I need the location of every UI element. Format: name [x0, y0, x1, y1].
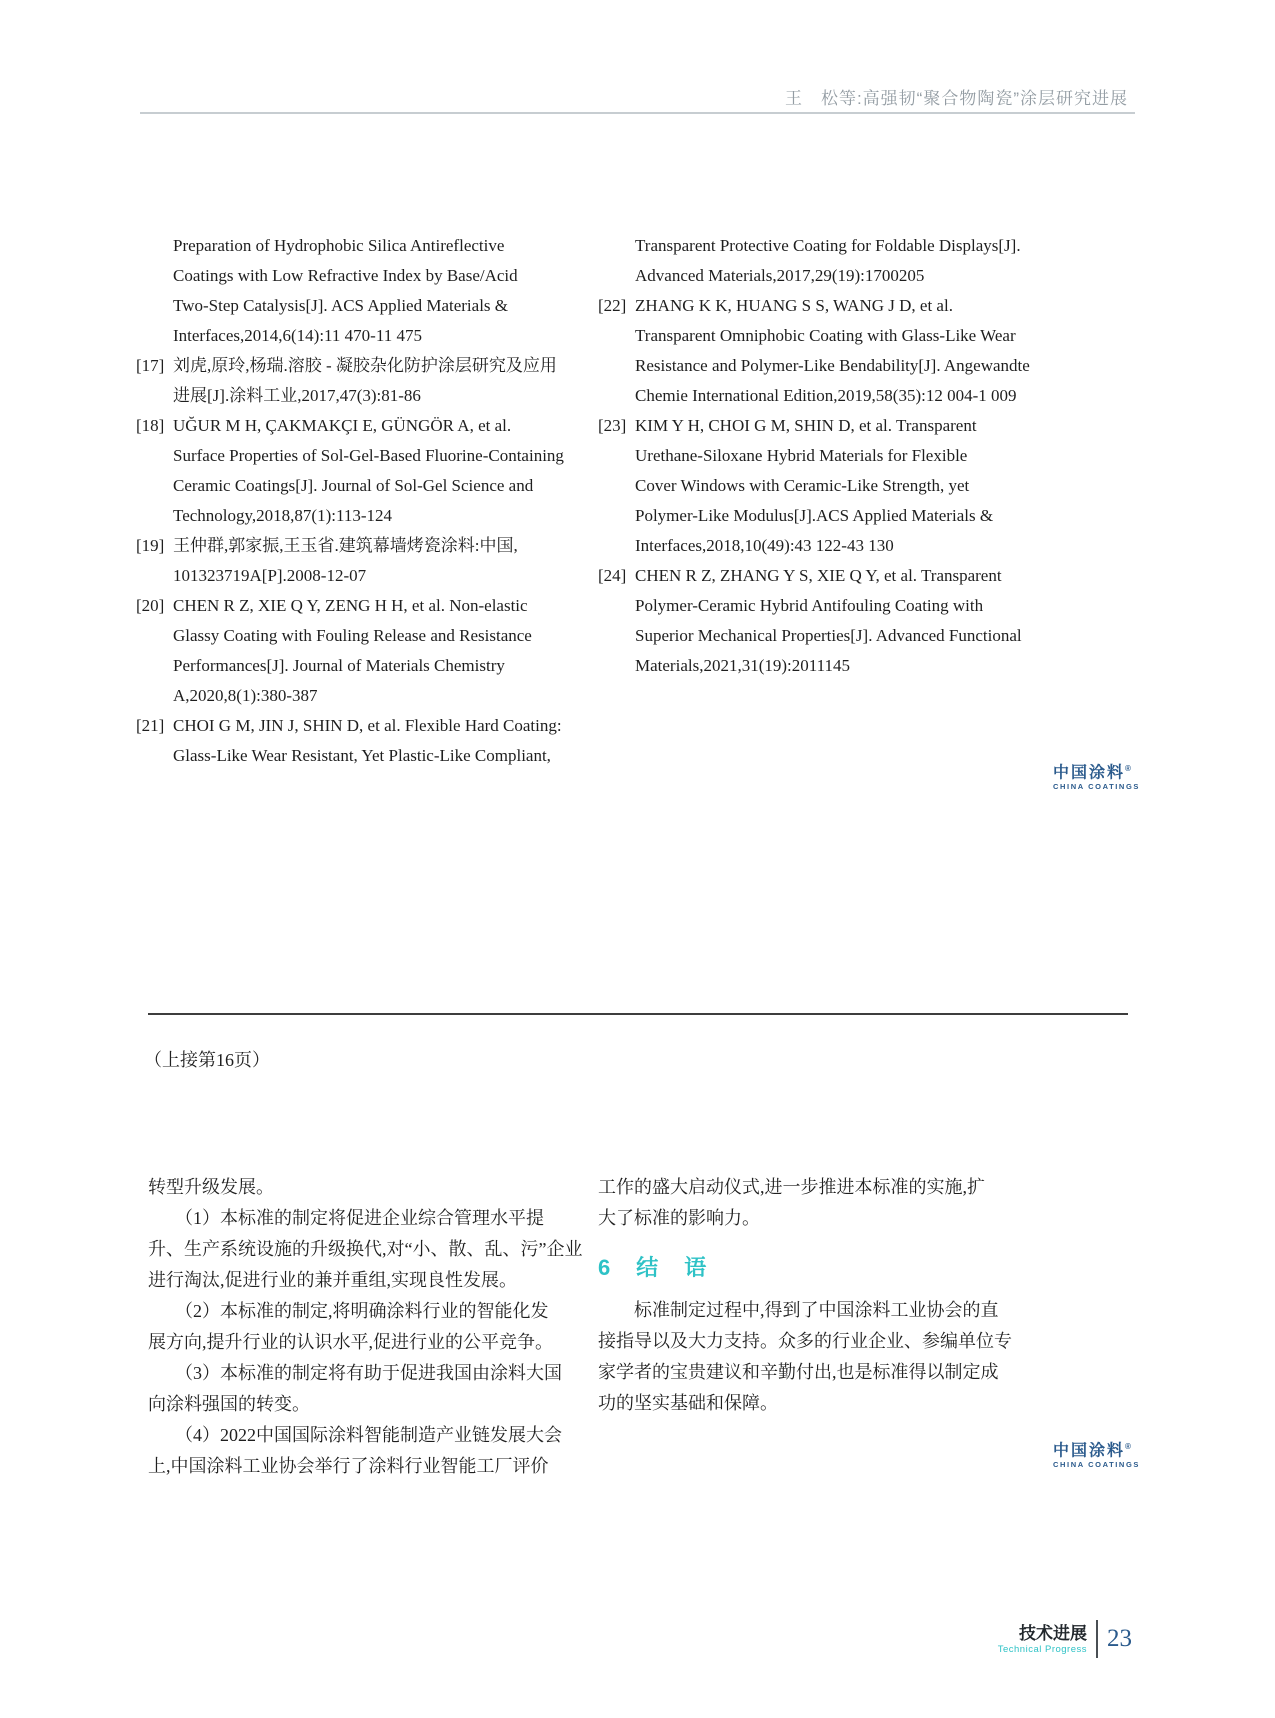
reference-line: Superior Mechanical Properties[J]. Advanced Functional — [635, 626, 1022, 645]
reference-entry — [136, 231, 584, 351]
reference-number: [23] — [598, 416, 627, 435]
footer-section-labels — [998, 1623, 1087, 1656]
body-left-column — [148, 1172, 588, 1482]
reference-line: Glassy Coating with Fouling Release and Resistance — [173, 626, 532, 645]
reference-line: Interfaces,2018,10(49):43 122-43 130 — [635, 536, 894, 555]
reference-number: [18] — [136, 416, 165, 435]
body-text-line: 向涂料强国的转变。 — [148, 1394, 310, 1414]
body-text-line: 家学者的宝贵建议和辛勤付出,也是标准得以制定成 — [598, 1362, 999, 1382]
reference-line: A,2020,8(1):380-387 — [173, 686, 318, 705]
header-rule — [140, 112, 1135, 114]
references-right-column — [598, 231, 1046, 681]
reference-entry — [598, 231, 1046, 291]
reference-line: Transparent Protective Coating for Foldable Displays[J]. — [635, 236, 1021, 255]
reference-line: Polymer-Ceramic Hybrid Antifouling Coating with — [635, 596, 984, 615]
running-head-title: 王 松等:高强韧“聚合物陶瓷”涂层研究进展 — [784, 89, 1128, 108]
body-text-line: 转型升级发展。 — [148, 1177, 274, 1197]
body-text-line: 进行淘汰,促进行业的兼并重组,实现良性发展。 — [148, 1270, 517, 1290]
body-text-line: 标准制定过程中,得到了中国涂料工业协会的直 — [598, 1300, 999, 1320]
body-text-line: 功的坚实基础和保障。 — [598, 1393, 778, 1413]
reference-entry — [136, 711, 584, 771]
reference-entry — [598, 291, 1046, 411]
body-text-line: 展方向,提升行业的认识水平,促进行业的公平竞争。 — [148, 1332, 553, 1352]
reference-number: [17] — [136, 356, 165, 375]
section-divider — [148, 1013, 1128, 1015]
reference-line: KIM Y H, CHOI G M, SHIN D, et al. Transparent — [635, 416, 977, 435]
reference-number: [22] — [598, 296, 627, 315]
body-text-line: （1）本标准的制定将促进企业综合管理水平提 — [148, 1208, 544, 1228]
logo-subtitle: CHINA COATINGS — [1053, 782, 1140, 792]
body-text-line: 大了标准的影响力。 — [598, 1208, 760, 1228]
reference-line: Ceramic Coatings[J]. Journal of Sol-Gel Science and — [173, 476, 534, 495]
reference-number: [19] — [136, 536, 165, 555]
reference-line: ZHANG K K, HUANG S S, WANG J D, et al. — [635, 296, 953, 315]
reference-line: Advanced Materials,2017,29(19):1700205 — [635, 266, 925, 285]
reference-line: Two-Step Catalysis[J]. ACS Applied Materials & — [173, 296, 509, 315]
page-footer — [998, 1620, 1132, 1658]
body-text-line: 升、生产系统设施的升级换代,对“小、散、乱、污”企业 — [148, 1239, 583, 1259]
reference-line: Performances[J]. Journal of Materials Chemistry — [173, 656, 505, 675]
reference-line: Glass-Like Wear Resistant, Yet Plastic-Like Compliant, — [173, 746, 551, 765]
continued-from-note: （上接第16页） — [144, 1050, 270, 1070]
reference-entry — [598, 411, 1046, 561]
reference-line: CHOI G M, JIN J, SHIN D, et al. Flexible Hard Coating: — [173, 716, 562, 735]
references-left-column — [136, 231, 584, 771]
reference-line: 刘虎,原玲,杨瑞.溶胶 - 凝胶杂化防护涂层研究及应用 — [173, 356, 557, 375]
footer-divider-bar — [1096, 1620, 1098, 1658]
china-coatings-logo — [1053, 760, 1183, 792]
reference-line: Technology,2018,87(1):113-124 — [173, 506, 392, 525]
page-number: 23 — [1107, 1625, 1132, 1652]
reference-line: CHEN R Z, ZHANG Y S, XIE Q Y, et al. Transparent — [635, 566, 1002, 585]
reference-line: Cover Windows with Ceramic-Like Strength, yet — [635, 476, 970, 495]
body-right-top-text — [598, 1172, 1048, 1234]
reference-line: Preparation of Hydrophobic Silica Antireflective — [173, 236, 505, 255]
reference-entry — [136, 591, 584, 711]
body-right-bottom-text — [598, 1295, 1048, 1419]
section-title: 结 语 — [636, 1255, 709, 1280]
body-text-line: （2）本标准的制定,将明确涂料行业的智能化发 — [148, 1301, 549, 1321]
body-text-line: （4）2022中国国际涂料智能制造产业链发展大会 — [148, 1425, 562, 1445]
reference-line: 王仲群,郭家振,王玉省.建筑幕墙烤瓷涂料:中国, — [173, 536, 518, 555]
reference-number: [21] — [136, 716, 165, 735]
body-right-column — [598, 1172, 1048, 1419]
logo-subtitle: CHINA COATINGS — [1053, 1460, 1140, 1470]
reference-number: [24] — [598, 566, 627, 585]
reference-line: Interfaces,2014,6(14):11 470-11 475 — [173, 326, 422, 345]
reference-line: Materials,2021,31(19):2011145 — [635, 656, 850, 675]
body-text-line: （3）本标准的制定将有助于促进我国由涂料大国 — [148, 1363, 562, 1383]
china-coatings-logo — [1053, 1438, 1183, 1470]
reference-entry — [136, 351, 584, 411]
body-text-line: 接指导以及大力支持。众多的行业企业、参编单位专 — [598, 1331, 1012, 1351]
reference-line: Chemie International Edition,2019,58(35):12 004-1 009 — [635, 386, 1017, 405]
reference-line: Polymer-Like Modulus[J].ACS Applied Materials & — [635, 506, 994, 525]
reference-line: UĞUR M H, ÇAKMAKÇI E, GÜNGÖR A, et al. — [173, 416, 512, 435]
reference-line: Transparent Omniphobic Coating with Glass-Like Wear — [635, 326, 1016, 345]
footer-section-cn: 技术进展 — [1019, 1623, 1087, 1643]
registered-mark: ® — [1125, 1442, 1131, 1451]
section-heading-conclusion — [598, 1253, 1048, 1283]
reference-line: Resistance and Polymer-Like Bendability[J]. Angewandte — [635, 356, 1030, 375]
section-number: 6 — [598, 1255, 611, 1280]
reference-line: Surface Properties of Sol-Gel-Based Fluorine-Containing — [173, 446, 564, 465]
reference-line: Coatings with Low Refractive Index by Base/Acid — [173, 266, 518, 285]
body-text-line: 上,中国涂料工业协会举行了涂料行业智能工厂评价 — [148, 1456, 549, 1476]
reference-entry — [136, 411, 584, 531]
reference-entry — [598, 561, 1046, 681]
body-text-line: 工作的盛大启动仪式,进一步推进本标准的实施,扩 — [598, 1177, 985, 1197]
reference-number: [20] — [136, 596, 165, 615]
footer-section-en: Technical Progress — [997, 1643, 1087, 1655]
reference-line: 101323719A[P].2008-12-07 — [173, 566, 367, 585]
logo-wordmark: 中国涂料® — [1053, 764, 1131, 782]
reference-line: 进展[J].涂料工业,2017,47(3):81-86 — [173, 386, 421, 405]
reference-line: Urethane-Siloxane Hybrid Materials for Flexible — [635, 446, 968, 465]
reference-line: CHEN R Z, XIE Q Y, ZENG H H, et al. Non-elastic — [173, 596, 528, 615]
logo-wordmark: 中国涂料® — [1053, 1442, 1131, 1460]
reference-entry — [136, 531, 584, 591]
registered-mark: ® — [1125, 764, 1131, 773]
